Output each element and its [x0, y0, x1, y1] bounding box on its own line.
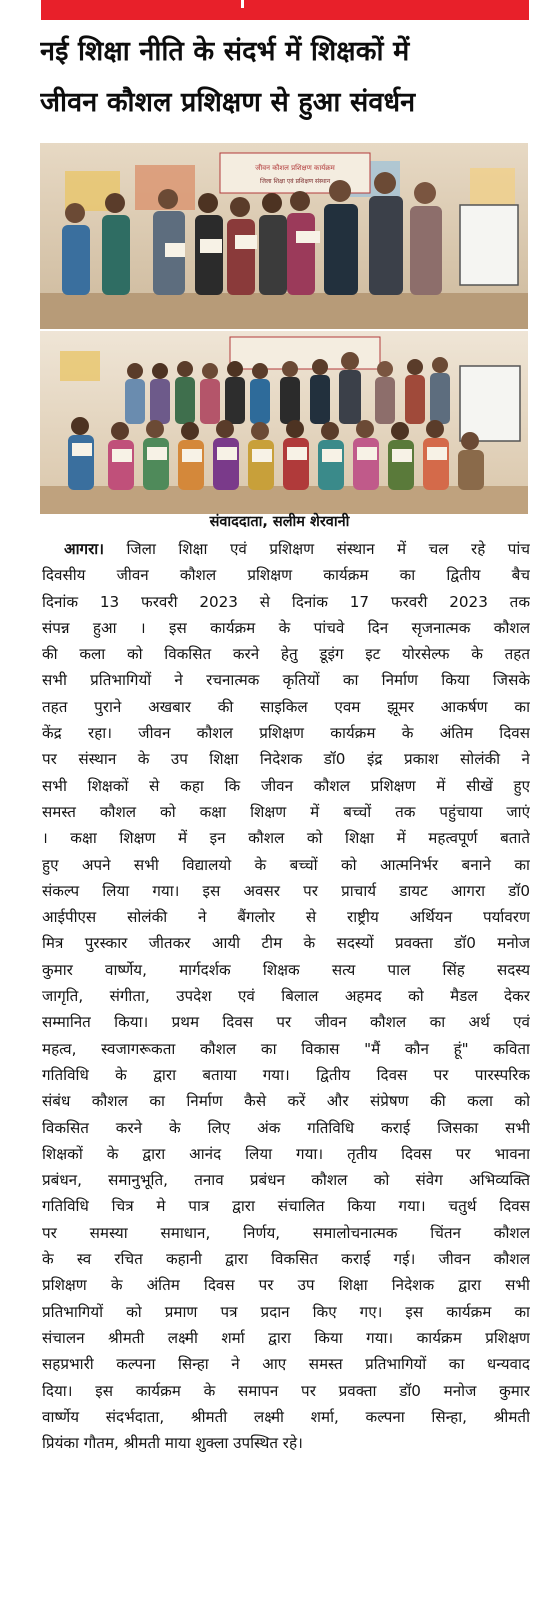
article-line: तहत पुराने अखबार की साइकिल एवम झूमर आकर्षण का [42, 697, 530, 716]
article-line: केंद्र रहा। जीवन कौशल प्रशिक्षण कार्यक्रम के अंतिम दिवस [42, 724, 530, 743]
article-line: विकसित करने के लिए अंक गतिविधि कराई जिसका सभी [42, 1118, 530, 1137]
article-line: गतिविधि चित्र मे पात्र द्वारा संचालित किया गया। चतुर्थ दिवस [42, 1197, 530, 1216]
article-line: सभी प्रतिभागियों ने रचनात्मक कृतियों का निर्माण किया जिसके [42, 671, 530, 690]
article-line: दिया। इस कार्यक्रम के समापन पर प्रवक्ता डॉ0 मनोज कुमार [42, 1381, 530, 1400]
article-line: संबंध कौशल का निर्माण कैसे करें और संप्रेषण की कला को [42, 1092, 530, 1111]
article-line: के स्व रचित कहानी द्वारा विकसित कराई गई। जीवन कौशल [42, 1250, 530, 1269]
article-line: आगरा। जिला शिक्षा एवं प्रशिक्षण संस्थान में चल रहे पांच [64, 540, 530, 558]
article-line: हुए अपने सभी विद्यालयो के बच्चों को आत्मनिर्भर बनाने का [42, 855, 530, 874]
headline-line-2: जीवन कौशल प्रशिक्षण से हुआ संवर्धन [40, 87, 416, 118]
article-line: सहप्रभारी कल्पना सिन्हा ने आए समस्त प्रतिभागियों का धन्यवाद [42, 1355, 530, 1374]
photo-group-certificates [40, 331, 528, 514]
article-line: संपन्न हुआ । इस कार्यक्रम के पांचवे दिन सृजनात्मक कौशल [42, 618, 530, 637]
article-line: समस्त कौशल को कक्षा शिक्षण में बच्चों तक पहुंचाया जाएं [42, 802, 530, 821]
article-line: सम्मानित किया। प्रथम दिवस पर जीवन कौशल का अर्थ एवं [42, 1013, 530, 1032]
article-line: की कला को विकसित करने हेतु डूइंग इट योरसेल्फ के तहत [42, 645, 530, 664]
headline-line-1: नई शिक्षा नीति के संदर्भ में शिक्षकों में [40, 36, 410, 67]
article-line: आईपीएस सोलंकी ने बैंगलोर से राष्ट्रीय अर्थियन पर्यावरण [42, 908, 530, 927]
headline [40, 26, 530, 128]
top-bar-notch [241, 0, 244, 8]
article-line: कुमार वार्ष्णेय, मार्गदर्शक शिक्षक सत्य पाल सिंह सदस्य [42, 960, 530, 979]
article-line: दिवसीय जीवन कौशल प्रशिक्षण कार्यक्रम का द्वितीय बैच [42, 566, 530, 585]
article-line: महत्व, स्वजागरूकता कौशल का विकास "मैं कौन हूं" कविता [42, 1039, 530, 1058]
photo-award-ceremony-image [40, 143, 528, 329]
article-line: दिनांक 13 फरवरी 2023 से दिनांक 17 फरवरी 2023 तक [42, 592, 530, 611]
banner-text-2: जिला शिक्षा एवं प्रशिक्षण संस्थान [259, 178, 331, 185]
photo-award-ceremony [40, 143, 528, 329]
article-line: प्रतिभागियों को प्रमाण पत्र प्रदान किए गए। इस कार्यक्रम का [42, 1302, 530, 1321]
article-line: शिक्षकों के द्वारा आनंद लिया गया। तृतीय दिवस पर भावना [42, 1144, 530, 1163]
article-line: पर संस्थान के उप शिक्षा निदेशक डॉ0 इंद्र प्रकाश सोलंकी ने [42, 750, 530, 769]
top-red-bar [41, 0, 529, 20]
article-line: प्रबंधन, समानुभूति, तनाव प्रबंधन कौशल को संवेग अभिव्यक्ति [42, 1171, 530, 1190]
article-line: जागृति, संगीता, उपदेश एवं बिलाल अहमद को मैडल देकर [42, 987, 530, 1006]
byline: संवाददाता, सलीम शेरवानी [209, 514, 350, 530]
article-line: प्रियंका गौतम, श्रीमती माया शुक्ला उपस्थित रहे। [42, 1434, 303, 1453]
article-line: संचालन श्रीमती लक्ष्मी शर्मा द्वारा किया गया। कार्यक्रम प्रशिक्षण [42, 1328, 530, 1347]
article-line: । कक्षा शिक्षण में इन कौशल को शिक्षा में महत्वपूर्ण बताते [42, 829, 530, 848]
dateline: आगरा। [64, 540, 104, 558]
article-line: गतिविधि के द्वारा बताया गया। द्वितीय दिवस पर पारस्परिक [42, 1065, 530, 1084]
article-line: पर समस्या समाधान, निर्णय, समालोचनात्मक चिंतन कौशल [42, 1223, 530, 1242]
article-line: प्रशिक्षण के अंतिम दिवस पर उप शिक्षा निदेशक द्वारा सभी [42, 1276, 530, 1295]
article-line: संकल्प लिया गया। इस अवसर पर प्राचार्य डायट आगरा डॉ0 [42, 881, 530, 900]
article-line: वार्ष्णेय संदर्भदाता, श्रीमती लक्ष्मी शर्मा, कल्पना सिन्हा, श्रीमती [42, 1407, 530, 1426]
photo-group-certificates-image [40, 331, 528, 514]
banner-text-1: जीवन कौशल प्रशिक्षण कार्यक्रम [255, 164, 335, 172]
article-line: सभी शिक्षकों से कहा कि जीवन कौशल प्रशिक्षण में सीखें हुए [42, 776, 530, 795]
article-line: मित्र पुरस्कार जीतकर आयी टीम के सदस्यों प्रवक्ता डॉ0 मनोज [42, 934, 530, 953]
article-body [42, 536, 530, 1456]
